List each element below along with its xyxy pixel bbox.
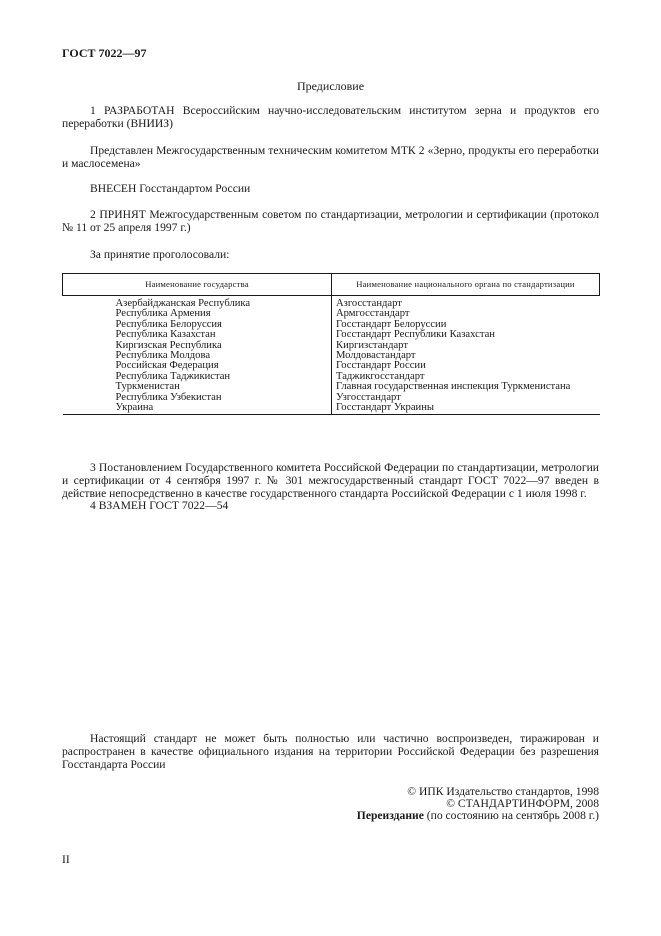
reprint-label: Переиздание [356, 809, 424, 822]
table-header-row [63, 274, 600, 296]
standards-body-name: Госстандарт Республики Казахстан [336, 329, 495, 341]
standards-body-name: Молдовастандарт [336, 350, 416, 362]
standards-body-name: Госстандарт России [336, 360, 426, 372]
table-row [63, 296, 600, 310]
copyright-standartinform: © СТАНДАРТИНФОРМ, 2008 [446, 797, 599, 810]
paragraph-adopted: 2 ПРИНЯТ Межгосударственным советом по стандартизации, метрологии и сертификации (протокол № 11 от 25 апреля 1997 г.) [62, 208, 599, 234]
state-name: Республика Молдова [63, 351, 332, 361]
paragraph-enacted: 3 Постановлением Государственного комитета Российской Федерации по стандартизации, метрологии и сертификации от 4 сентября 1997 г. № 301 межгосударственный стандарт ГОСТ 7022—97 введен в действие непосредственно в качестве государственного стандарта Российской Федерации с 1 июля 1998 г. [62, 461, 599, 500]
copyright-publisher: © ИПК Издательство стандартов, 1998 [407, 785, 599, 798]
standards-body-name: Госстандарт Белоруссии [336, 318, 447, 330]
voting-states-table [62, 273, 600, 415]
page-title: Предисловие [296, 79, 365, 93]
standards-body-name: Армгосстандарт [336, 308, 410, 320]
table-row [63, 403, 600, 415]
state-name: Туркменистан [63, 382, 332, 392]
state-name: Республика Армения [63, 309, 332, 319]
state-name: Украина [63, 403, 332, 415]
paragraph-replaces: 4 ВЗАМЕН ГОСТ 7022—54 [90, 499, 229, 512]
reprint-date: (по состоянию на сентябрь 2008 г.) [423, 809, 599, 822]
state-name: Киргизская Республика [63, 341, 332, 351]
state-name: Азербайджанская Республика [63, 296, 332, 310]
paragraph-presented: Представлен Межгосударственным техническим комитетом МТК 2 «Зерно, продукты его переработки и маслосемена» [62, 144, 599, 170]
reprint-note [357, 809, 599, 822]
page-number: II [62, 853, 70, 866]
standard-code-header: ГОСТ 7022—97 [62, 46, 147, 60]
state-name: Республика Белоруссия [63, 320, 332, 330]
state-name: Республика Таджикистан [63, 372, 332, 382]
state-name: Российская Федерация [63, 361, 332, 371]
standards-body-name: Госстандарт Украины [332, 403, 600, 415]
standards-body-name: Азгосстандарт [336, 298, 402, 309]
paragraph-reproduction-notice: Настоящий стандарт не может быть полностью или частично воспроизведен, тиражирован и распространен в качестве официального издания на территории Российской Федерации без разрешения Госстандарта России [62, 732, 599, 771]
standards-body-name: Киргизстандарт [336, 339, 408, 351]
standards-body-name: Таджикгосстандарт [336, 370, 425, 382]
state-name: Республика Узбекистан [63, 393, 332, 403]
column-header-standards-body: Наименование национального органа по стандартизации [332, 274, 600, 296]
paragraph-developed: 1 РАЗРАБОТАН Всероссийским научно-исследовательским институтом зерна и продуктов его переработки (ВНИИЗ) [62, 104, 599, 130]
state-name: Республика Казахстан [63, 330, 332, 340]
paragraph-voted: За принятие проголосовали: [90, 248, 230, 261]
standards-body-name: Узгосстандарт [336, 391, 401, 403]
standards-body-name: Главная государственная инспекция Туркменистана [336, 381, 571, 393]
column-header-state: Наименование государства [63, 274, 332, 296]
paragraph-introduced: ВНЕСЕН Госстандартом России [90, 182, 251, 195]
